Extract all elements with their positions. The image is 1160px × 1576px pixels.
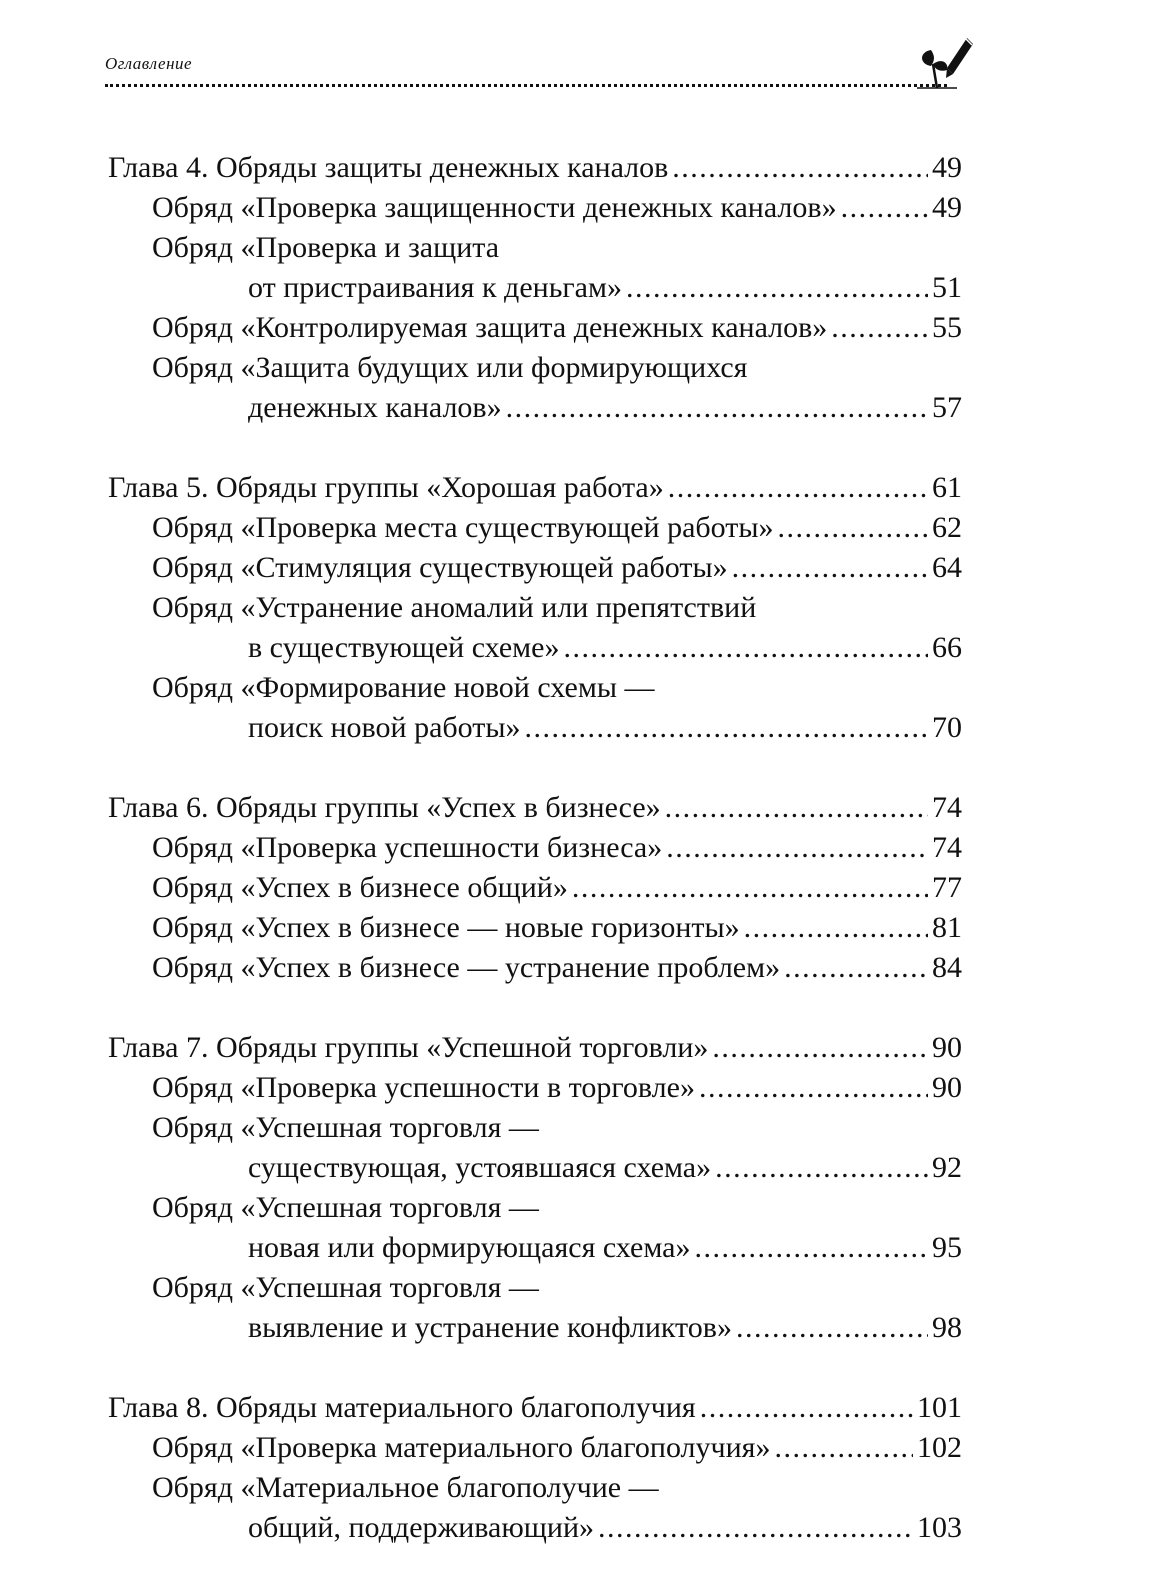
page-number: 51 — [932, 271, 962, 304]
pen-sprout-icon — [917, 28, 975, 90]
page-number: 57 — [932, 391, 962, 424]
entry-title: Обряд «Успешная торговля — — [152, 1271, 539, 1304]
dot-leader — [563, 628, 928, 668]
page-header — [105, 28, 965, 94]
entry-title: Обряд «Проверка материального благополучия» — [152, 1431, 771, 1464]
entry-title: Обряд «Проверка успешности бизнеса» — [152, 831, 663, 864]
toc-entry-line — [108, 1508, 962, 1548]
page-number: 103 — [917, 1511, 962, 1544]
dot-leader — [774, 1428, 913, 1468]
entry-title: Обряд «Защита будущих или формирующихся — [152, 351, 748, 384]
page-number: 92 — [932, 1151, 962, 1184]
toc-entry-line — [108, 1268, 962, 1308]
entry-title: Обряд «Формирование новой схемы — — [152, 671, 655, 704]
entry-title: Обряд «Стимуляция существующей работы» — [152, 551, 728, 584]
page-number: 102 — [917, 1431, 962, 1464]
section-gap — [108, 748, 962, 788]
toc-entry-line — [108, 508, 962, 548]
dot-leader — [744, 908, 928, 948]
dot-leader — [665, 788, 928, 828]
toc-entry-line — [108, 1228, 962, 1268]
page-number: 55 — [932, 311, 962, 344]
toc-chapter-line — [108, 1028, 962, 1068]
toc-entry-line — [108, 948, 962, 988]
toc-entry-line — [108, 1068, 962, 1108]
entry-title: Обряд «Проверка и защита — [152, 231, 500, 264]
page-number: 77 — [932, 871, 962, 904]
entry-title: Обряд «Успешная торговля — — [152, 1191, 539, 1224]
page-number: 90 — [932, 1031, 962, 1064]
section-gap — [108, 1348, 962, 1388]
dot-leader — [666, 828, 928, 868]
toc-entry-line — [108, 628, 962, 668]
chapter-title: Глава 4. Обряды защиты денежных каналов — [108, 151, 669, 184]
toc-entry-line — [108, 1308, 962, 1348]
entry-title: денежных каналов» — [248, 391, 502, 424]
entry-title: Обряд «Проверка защищенности денежных каналов» — [152, 191, 837, 224]
page-number: 49 — [932, 151, 962, 184]
toc-entry-line — [108, 828, 962, 868]
dot-leader — [700, 1388, 913, 1428]
toc-entry-line — [108, 588, 962, 628]
dot-leader — [668, 468, 928, 508]
dot-leader — [778, 508, 928, 548]
page-number: 98 — [932, 1311, 962, 1344]
entry-title: Обряд «Проверка успешности в торговле» — [152, 1071, 695, 1104]
toc-entry-line — [108, 308, 962, 348]
dot-leader — [694, 1228, 928, 1268]
entry-title: Обряд «Успех в бизнесе — устранение проблем» — [152, 951, 781, 984]
toc-chapter-line — [108, 1388, 962, 1428]
dot-leader — [672, 148, 928, 188]
toc-entry-line — [108, 188, 962, 228]
page-number: 70 — [932, 711, 962, 744]
section-gap — [108, 428, 962, 468]
entry-title: общий, поддерживающий» — [248, 1511, 594, 1544]
dot-leader — [841, 188, 928, 228]
toc-entry-line — [108, 1428, 962, 1468]
table-of-contents — [108, 148, 962, 1548]
entry-title: поиск новой работы» — [248, 711, 521, 744]
toc-chapter-line — [108, 788, 962, 828]
dot-leader — [736, 1308, 928, 1348]
page-number: 95 — [932, 1231, 962, 1264]
page-number: 90 — [932, 1071, 962, 1104]
dot-leader — [732, 548, 928, 588]
page-number: 61 — [932, 471, 962, 504]
dot-leader — [506, 388, 928, 428]
header-title: Оглавление — [105, 54, 193, 73]
toc-chapter-line — [108, 148, 962, 188]
toc-entry-line — [108, 268, 962, 308]
chapter-title: Глава 8. Обряды материального благополучия — [108, 1391, 696, 1424]
toc-entry-line — [108, 388, 962, 428]
entry-title: новая или формирующаяся схема» — [248, 1231, 691, 1264]
entry-title: Обряд «Успешная торговля — — [152, 1111, 539, 1144]
entry-title: Обряд «Успех в бизнесе общий» — [152, 871, 568, 904]
toc-entry-line — [108, 228, 962, 268]
dot-leader — [525, 708, 928, 748]
entry-title: от пристраивания к деньгам» — [248, 271, 622, 304]
header-dotted-rule — [105, 84, 947, 87]
page-number: 49 — [932, 191, 962, 224]
page-number: 62 — [932, 511, 962, 544]
page-number: 84 — [932, 951, 962, 984]
toc-entry-line — [108, 668, 962, 708]
page-number: 74 — [932, 791, 962, 824]
dot-leader — [598, 1508, 913, 1548]
entry-title: в существующей схеме» — [248, 631, 560, 664]
chapter-title: Глава 7. Обряды группы «Успешной торговли» — [108, 1031, 709, 1064]
toc-chapter-line — [108, 468, 962, 508]
dot-leader — [712, 1028, 928, 1068]
entry-title: Обряд «Устранение аномалий или препятствий — [152, 591, 757, 624]
chapter-title: Глава 6. Обряды группы «Успех в бизнесе» — [108, 791, 661, 824]
toc-entry-line — [108, 348, 962, 388]
dot-leader — [699, 1068, 928, 1108]
page-number: 81 — [932, 911, 962, 944]
toc-entry-line — [108, 1188, 962, 1228]
toc-entry-line — [108, 868, 962, 908]
entry-title: выявление и устранение конфликтов» — [248, 1311, 732, 1344]
page-number: 101 — [917, 1391, 962, 1424]
toc-entry-line — [108, 1468, 962, 1508]
dot-leader — [715, 1148, 928, 1188]
toc-entry-line — [108, 1148, 962, 1188]
entry-title: Обряд «Успех в бизнесе — новые горизонты» — [152, 911, 740, 944]
dot-leader — [784, 948, 928, 988]
dot-leader — [572, 868, 928, 908]
toc-entry-line — [108, 548, 962, 588]
page-number: 74 — [932, 831, 962, 864]
entry-title: Обряд «Материальное благополучие — — [152, 1471, 659, 1504]
entry-title: Обряд «Контролируемая защита денежных каналов» — [152, 311, 828, 344]
toc-entry-line — [108, 708, 962, 748]
chapter-title: Глава 5. Обряды группы «Хорошая работа» — [108, 471, 664, 504]
page-number: 66 — [932, 631, 962, 664]
section-gap — [108, 988, 962, 1028]
entry-title: существующая, устоявшаяся схема» — [248, 1151, 712, 1184]
page-number: 64 — [932, 551, 962, 584]
dot-leader — [831, 308, 928, 348]
dot-leader — [626, 268, 928, 308]
toc-entry-line — [108, 1108, 962, 1148]
toc-entry-line — [108, 908, 962, 948]
entry-title: Обряд «Проверка места существующей работы» — [152, 511, 774, 544]
